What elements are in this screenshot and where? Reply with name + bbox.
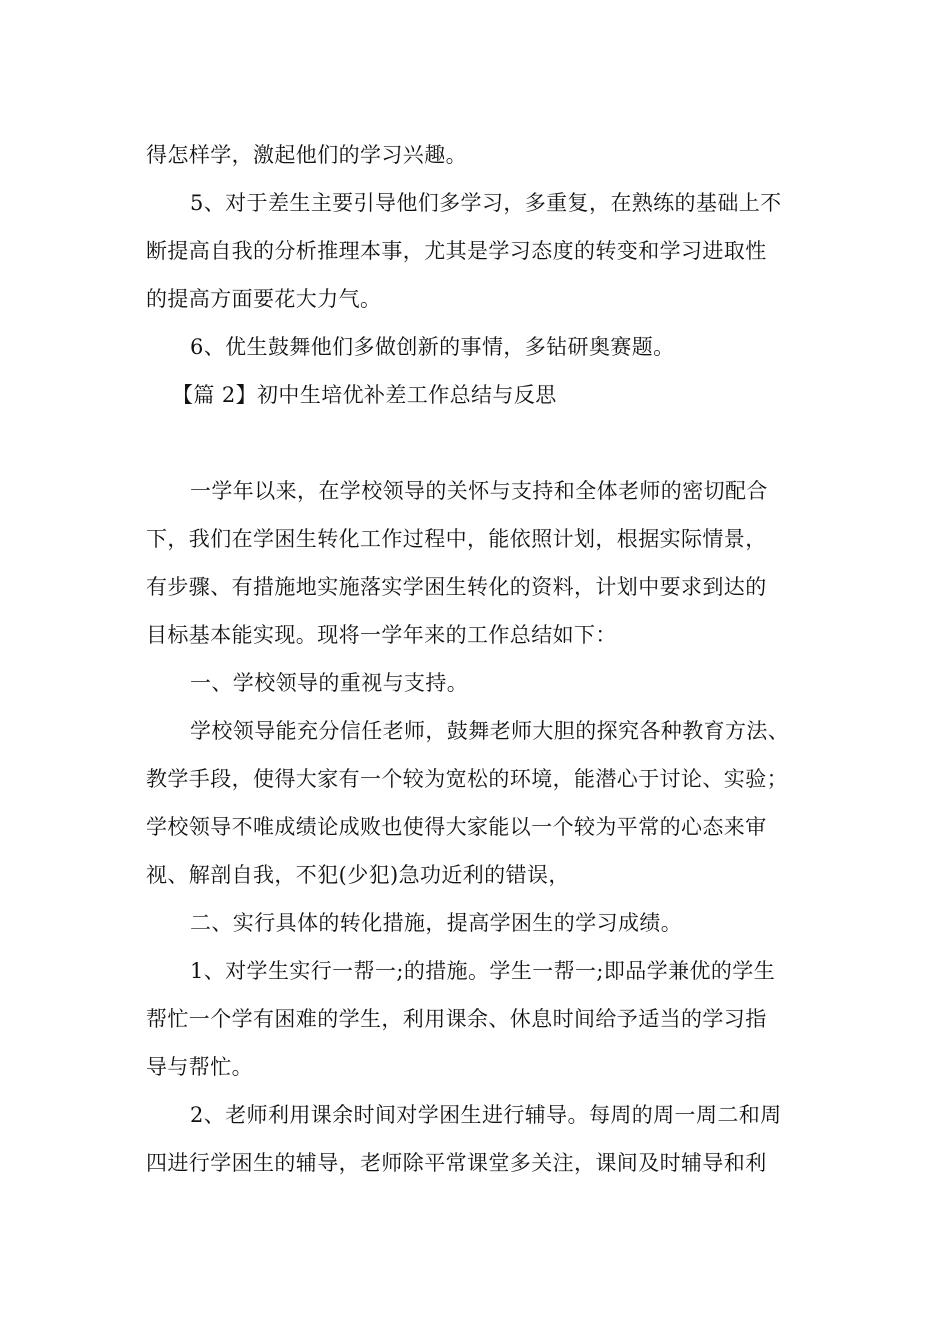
text-line: 视、解剖自我，不犯(少犯)急功近利的错误， <box>146 863 570 887</box>
text-line: 得怎样学，激起他们的学习兴趣。 <box>146 143 467 167</box>
document-body <box>146 131 816 1187</box>
text-line: 有步骤、有措施地实施落实学困生转化的资料，计划中要求到达的 <box>146 575 767 599</box>
paragraph-3 <box>146 323 816 371</box>
text-line: 的提高方面要花大力气。 <box>146 287 382 311</box>
text-line: 学校领导能充分信任老师，鼓舞老师大胆的探究各种教育方法、 <box>190 719 790 743</box>
text-line: 四进行学困生的辅导，老师除平常课堂多关注，课间及时辅导和利 <box>146 1151 767 1175</box>
text-line: 导与帮忙。 <box>146 1055 253 1079</box>
paragraph-8 <box>146 947 816 1091</box>
text-line: 一学年以来，在学校领导的关怀与支持和全体老师的密切配合 <box>190 479 768 503</box>
text-line: 6、优生鼓舞他们多做创新的事情，多钻研奥赛题。 <box>190 335 675 359</box>
paragraph-4 <box>146 467 816 659</box>
text-line: 学校领导不唯成绩论成败也使得大家能以一个较为平常的心态来审 <box>146 815 767 839</box>
text-line: 5、对于差生主要引导他们多学习，多重复，在熟练的基础上不 <box>190 191 782 215</box>
blank-line <box>146 419 816 467</box>
paragraph-7 <box>146 899 816 947</box>
text-line: 1、对学生实行一帮一;的措施。学生一帮一;即品学兼优的学生 <box>190 959 776 983</box>
paragraph-6 <box>146 707 816 899</box>
text-line: 帮忙一个学有困难的学生，利用课余、休息时间给予适当的学习指 <box>146 1007 767 1031</box>
text-line: 目标基本能实现。现将一学年来的工作总结如下： <box>146 623 617 647</box>
text-line: 教学手段，使得大家有一个较为宽松的环境，能潜心于讨论、实验； <box>146 767 788 791</box>
text-line: 一、学校领导的重视与支持。 <box>190 671 469 695</box>
paragraph-2 <box>146 179 816 323</box>
text-line: 2、老师利用课余时间对学困生进行辅导。每周的周一周二和周 <box>190 1103 782 1127</box>
text-line: 二、实行具体的转化措施，提高学困生的学习成绩。 <box>190 911 683 935</box>
text-line: 断提高自我的分析推理本事，尤其是学习态度的转变和学习进取性 <box>146 239 767 263</box>
paragraph-5 <box>146 659 816 707</box>
section-heading: 【篇 2】初中生培优补差工作总结与反思 <box>172 383 557 407</box>
paragraph-1 <box>146 131 816 179</box>
paragraph-9 <box>146 1091 816 1187</box>
text-line: 下，我们在学困生转化工作过程中，能依照计划，根据实际情景， <box>146 527 767 551</box>
